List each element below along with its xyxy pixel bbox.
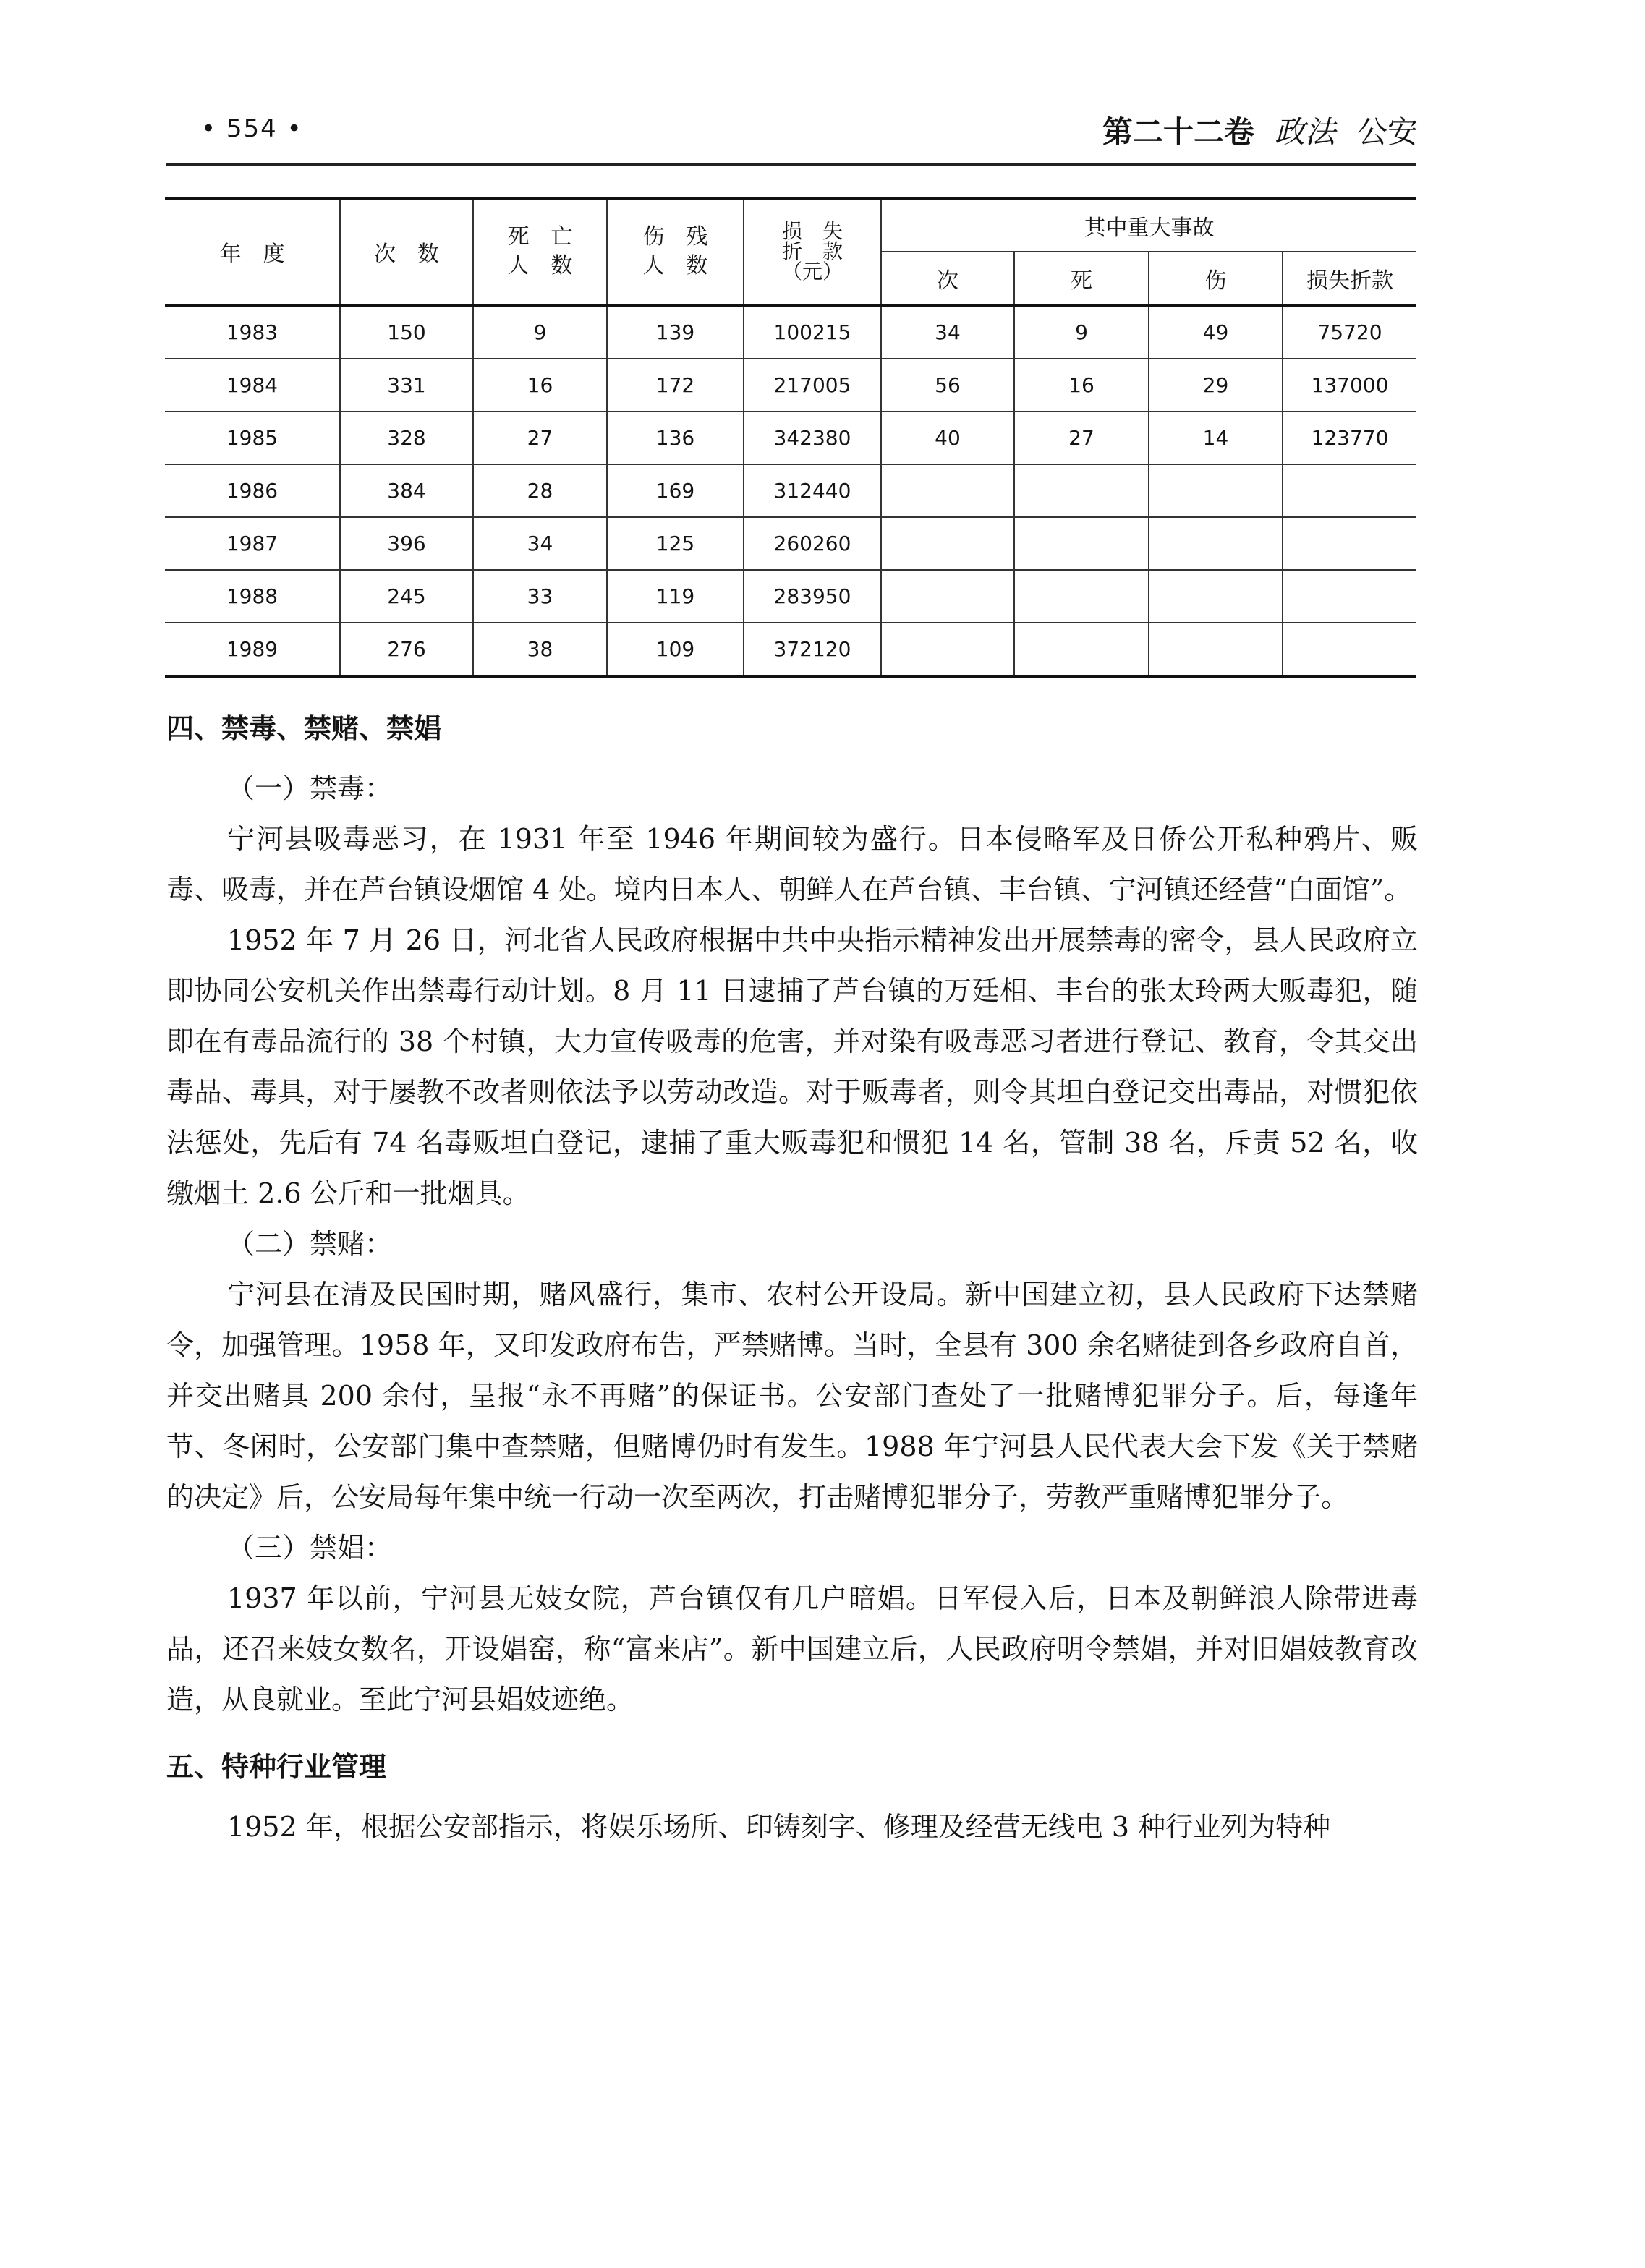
cell-loss: 100215 <box>744 305 881 359</box>
page-number: • 554 • <box>201 114 303 143</box>
header-injured-line1: 伤 残 <box>642 224 708 250</box>
cell-major-injured: 49 <box>1149 305 1283 359</box>
cell-major-count <box>881 570 1014 623</box>
header-major-injured: 伤 <box>1149 252 1283 305</box>
topic-title: 公安 <box>1356 114 1418 150</box>
header-major-accidents: 其中重大事故 <box>881 198 1416 252</box>
cell-deaths: 34 <box>473 517 607 570</box>
cell-major-count <box>881 464 1014 517</box>
cell-year: 1983 <box>165 305 340 359</box>
cell-major-count: 40 <box>881 412 1014 464</box>
table-row <box>165 570 1416 623</box>
cell-deaths: 16 <box>473 359 607 412</box>
cell-count: 276 <box>340 623 473 676</box>
cell-major-injured <box>1149 464 1283 517</box>
header-count: 次 数 <box>340 198 473 305</box>
section-heading-special-industries: 五、特种行业管理 <box>166 1751 387 1783</box>
header-injured <box>607 198 744 305</box>
cell-deaths: 28 <box>473 464 607 517</box>
cell-loss: 217005 <box>744 359 881 412</box>
section-heading-drug-gambling-prostitution: 四、禁毒、禁赌、禁娼 <box>166 712 442 744</box>
header-loss <box>744 198 881 305</box>
cell-major-loss <box>1283 570 1416 623</box>
cell-injured: 125 <box>607 517 744 570</box>
page-header <box>195 108 1418 155</box>
cell-year: 1986 <box>165 464 340 517</box>
cell-major-deaths: 16 <box>1014 359 1149 412</box>
cell-injured: 172 <box>607 359 744 412</box>
cell-major-loss <box>1283 623 1416 676</box>
table-row <box>165 412 1416 464</box>
header-loss-line1: 损 失 <box>781 219 843 243</box>
cell-major-injured <box>1149 623 1283 676</box>
cell-major-loss: 75720 <box>1283 305 1416 359</box>
header-rule <box>166 163 1416 166</box>
cell-year: 1989 <box>165 623 340 676</box>
paragraph: 宁河县在清及民国时期，赌风盛行，集市、农村公开设局。新中国建立初，县人民政府下达禁赌令，加强管理。1958 年，又印发政府布告，严禁赌博。当时，全县有 300 余名赌徒到各乡政府自首，并交出赌具 200 余付，呈报“永不再赌”的保证书。公安部门查处了一批赌博犯罪分子。后，每逢年节、冬闲时，公安部门集中查禁赌，但赌博仍时有发生。1988 年宁河县人民代表大会下发《关于禁赌的决定》后，公安局每年集中统一行动一次至两次，打击赌博犯罪分子，劳教严重赌博犯罪分子。 <box>166 1279 1418 1513</box>
paragraph: 宁河县吸毒恶习，在 1931 年至 1946 年期间较为盛行。日本侵略军及日侨公开私种鸦片、贩毒、吸毒，并在芦台镇设烟馆 4 处。境内日本人、朝鲜人在芦台镇、丰台镇、宁河镇还经营“白面馆”。 <box>166 823 1418 905</box>
cell-injured: 136 <box>607 412 744 464</box>
cell-year: 1988 <box>165 570 340 623</box>
cell-major-deaths: 27 <box>1014 412 1149 464</box>
header-loss-line3: （元） <box>781 260 843 284</box>
cell-injured: 119 <box>607 570 744 623</box>
cell-count: 245 <box>340 570 473 623</box>
cell-count: 384 <box>340 464 473 517</box>
subsection-heading-gambling-ban: （二）禁赌： <box>227 1228 393 1260</box>
cell-major-deaths <box>1014 623 1149 676</box>
cell-count: 150 <box>340 305 473 359</box>
cell-major-loss <box>1283 464 1416 517</box>
cell-major-deaths: 9 <box>1014 305 1149 359</box>
section-title: 政法 <box>1274 114 1335 150</box>
table-row <box>165 623 1416 676</box>
volume-title: 第二十二卷 <box>1102 114 1254 150</box>
header-major-loss: 损失折款 <box>1283 252 1416 305</box>
header-year: 年 度 <box>165 198 340 305</box>
cell-injured: 139 <box>607 305 744 359</box>
subsection-heading-drug-ban: （一）禁毒： <box>227 772 393 804</box>
cell-loss: 260260 <box>744 517 881 570</box>
body-text <box>166 705 1418 1852</box>
table-row <box>165 517 1416 570</box>
table-row <box>165 464 1416 517</box>
cell-count: 396 <box>340 517 473 570</box>
cell-major-injured: 29 <box>1149 359 1283 412</box>
table-header-row <box>165 198 1416 252</box>
cell-year: 1984 <box>165 359 340 412</box>
cell-major-count <box>881 623 1014 676</box>
cell-deaths: 27 <box>473 412 607 464</box>
cell-deaths: 33 <box>473 570 607 623</box>
paragraph: 1952 年，根据公安部指示，将娱乐场所、印铸刻字、修理及经营无线电 3 种行业列为特种 <box>227 1811 1331 1843</box>
cell-major-injured <box>1149 517 1283 570</box>
cell-loss: 342380 <box>744 412 881 464</box>
running-title <box>1102 108 1418 152</box>
cell-deaths: 38 <box>473 623 607 676</box>
cell-year: 1987 <box>165 517 340 570</box>
table-row <box>165 359 1416 412</box>
cell-deaths: 9 <box>473 305 607 359</box>
cell-injured: 169 <box>607 464 744 517</box>
paragraph: 1937 年以前，宁河县无妓女院，芦台镇仅有几户暗娼。日军侵入后，日本及朝鲜浪人除带进毒品，还召来妓女数名，开设娼窑，称“富来店”。新中国建立后，人民政府明令禁娼，并对旧娼妓教育改造，从良就业。至此宁河县娼妓迹绝。 <box>166 1582 1418 1715</box>
subsection-heading-prostitution-ban: （三）禁娼： <box>227 1532 393 1564</box>
cell-major-loss: 123770 <box>1283 412 1416 464</box>
header-injured-line2: 人 数 <box>642 253 708 278</box>
cell-major-loss <box>1283 517 1416 570</box>
header-deaths-line2: 人 数 <box>507 253 573 278</box>
cell-loss: 312440 <box>744 464 881 517</box>
header-loss-line2: 折 款 <box>781 239 843 263</box>
cell-major-count <box>881 517 1014 570</box>
header-deaths-line1: 死 亡 <box>507 224 573 250</box>
cell-major-deaths <box>1014 570 1149 623</box>
cell-major-injured: 14 <box>1149 412 1283 464</box>
cell-major-count: 34 <box>881 305 1014 359</box>
cell-loss: 283950 <box>744 570 881 623</box>
table-row <box>165 305 1416 359</box>
cell-loss: 372120 <box>744 623 881 676</box>
header-major-deaths: 死 <box>1014 252 1149 305</box>
cell-count: 328 <box>340 412 473 464</box>
cell-major-deaths <box>1014 517 1149 570</box>
cell-year: 1985 <box>165 412 340 464</box>
header-major-count: 次 <box>881 252 1014 305</box>
paragraph: 1952 年 7 月 26 日，河北省人民政府根据中共中央指示精神发出开展禁毒的密令，县人民政府立即协同公安机关作出禁毒行动计划。8 月 11 日逮捕了芦台镇的万廷相、丰台的张太玲两大贩毒犯，随即在有毒品流行的 38 个村镇，大力宣传吸毒的危害，并对染有吸毒恶习者进行登记、教育，令其交出毒品、毒具，对于屡教不改者则依法予以劳动改造。对于贩毒者，则令其坦白登记交出毒品，对惯犯依法惩处，先后有 74 名毒贩坦白登记，逮捕了重大贩毒犯和惯犯 14 名，管制 38 名，斥责 52 名，收缴烟土 2.6 公斤和一批烟具。 <box>166 924 1418 1209</box>
cell-major-deaths <box>1014 464 1149 517</box>
cell-injured: 109 <box>607 623 744 676</box>
accident-statistics-table <box>165 197 1416 678</box>
cell-count: 331 <box>340 359 473 412</box>
cell-major-loss: 137000 <box>1283 359 1416 412</box>
cell-major-count: 56 <box>881 359 1014 412</box>
cell-major-injured <box>1149 570 1283 623</box>
header-deaths <box>473 198 607 305</box>
